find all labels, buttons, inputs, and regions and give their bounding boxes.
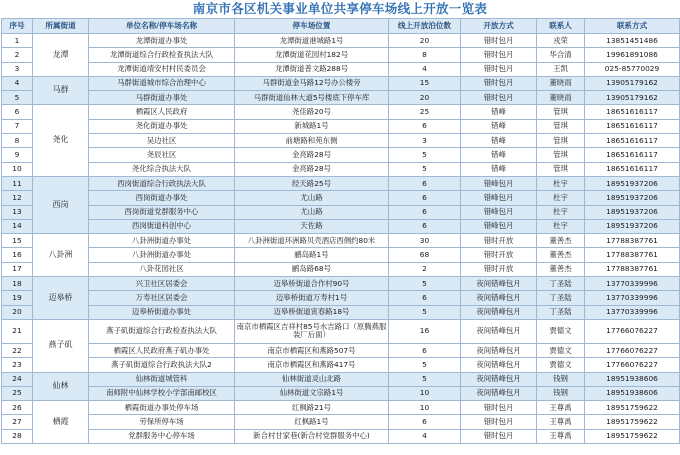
cell-unit-name: 西岗街道党群服务中心: [89, 205, 235, 219]
cell-mode: 夜间错峰包月: [461, 277, 537, 291]
table-row: [2, 162, 680, 176]
cell-spaces: 8: [389, 48, 461, 62]
cell-phone: 19961891086: [585, 48, 680, 62]
cell-location: 鹂岛路1号: [235, 248, 389, 262]
cell-spaces: 5: [389, 162, 461, 176]
cell-spaces: 6: [389, 191, 461, 205]
cell-spaces: 5: [389, 305, 461, 319]
cell-contact: 董晓雨: [537, 91, 585, 105]
cell-unit-name: 西岗街道办事处: [89, 191, 235, 205]
table-row: [2, 191, 680, 205]
cell-phone: 18951759622: [585, 429, 680, 443]
cell-mode: 错时包月: [461, 429, 537, 443]
cell-spaces: 5: [389, 277, 461, 291]
cell-contact: 董善杰: [537, 262, 585, 276]
cell-spaces: 6: [389, 119, 461, 133]
cell-mode: 夜间错峰包月: [461, 319, 537, 343]
cell-contact: 戎荣: [537, 34, 585, 48]
table-row: [2, 386, 680, 400]
cell-location: 南京市栖霞区吉祥村85号水吉路口（原腾燕服装厂后面）: [235, 319, 389, 343]
cell-location: 马群街道仙林大道5号楼底下停车库: [235, 91, 389, 105]
cell-no: 1: [2, 34, 33, 48]
cell-mode: 错峰: [461, 148, 537, 162]
cell-spaces: 6: [389, 343, 461, 357]
cell-phone: 18951937206: [585, 191, 680, 205]
cell-street: 栖霞: [33, 401, 89, 444]
cell-phone: 18951759622: [585, 401, 680, 415]
cell-no: 14: [2, 219, 33, 233]
cell-mode: 夜间错峰包月: [461, 291, 537, 305]
cell-location: 新城路1号: [235, 119, 389, 133]
table-row: [2, 305, 680, 319]
cell-mode: 错时开放: [461, 262, 537, 276]
parking-table: [1, 18, 680, 444]
cell-unit-name: 龙潭街道办事处: [89, 34, 235, 48]
cell-phone: 17766076227: [585, 358, 680, 372]
cell-unit-name: 燕子矶街道综合行政检查执法大队: [89, 319, 235, 343]
header-phone: 联系方式: [585, 19, 680, 34]
table-row: [2, 91, 680, 105]
cell-contact: 董善杰: [537, 248, 585, 262]
cell-spaces: 15: [389, 76, 461, 90]
cell-contact: 管琪: [537, 148, 585, 162]
cell-unit-name: 尧辰社区: [89, 148, 235, 162]
cell-unit-name: 栖霞区人民政府燕子矶办事处: [89, 343, 235, 357]
cell-spaces: 20: [389, 34, 461, 48]
cell-mode: 错时包月: [461, 415, 537, 429]
cell-location: 龙潭街道花园村182号: [235, 48, 389, 62]
cell-location: 新合村甘家巷(新合村党群服务中心): [235, 429, 389, 443]
cell-contact: 华合清: [537, 48, 585, 62]
cell-mode: 错峰: [461, 119, 537, 133]
cell-unit-name: 南师附中仙林学校小学部南邮校区: [89, 386, 235, 400]
cell-no: 7: [2, 119, 33, 133]
cell-location: 尤山路: [235, 205, 389, 219]
cell-mode: 错峰包月: [461, 191, 537, 205]
cell-phone: 18651616117: [585, 105, 680, 119]
cell-phone: 025-85770029: [585, 62, 680, 76]
cell-mode: 错时包月: [461, 48, 537, 62]
cell-unit-name: 西岗街道科创中心: [89, 219, 235, 233]
cell-spaces: 6: [389, 415, 461, 429]
cell-location: 马群街道金马路12号办公楼旁: [235, 76, 389, 90]
header-contact: 联系人: [537, 19, 585, 34]
cell-contact: 王凯: [537, 62, 585, 76]
table-row: [2, 76, 680, 90]
cell-no: 10: [2, 162, 33, 176]
cell-contact: 贾德文: [537, 343, 585, 357]
cell-contact: 王尊禹: [537, 415, 585, 429]
cell-phone: 18951937206: [585, 219, 680, 233]
cell-no: 20: [2, 305, 33, 319]
cell-location: 尤山路: [235, 191, 389, 205]
table-row: [2, 401, 680, 415]
cell-phone: 18651616117: [585, 162, 680, 176]
cell-unit-name: 尧化街道办事处: [89, 119, 235, 133]
cell-mode: 错时包月: [461, 34, 537, 48]
cell-contact: 杜宇: [537, 219, 585, 233]
cell-no: 6: [2, 105, 33, 119]
cell-no: 19: [2, 291, 33, 305]
cell-no: 13: [2, 205, 33, 219]
cell-mode: 错时包月: [461, 91, 537, 105]
cell-street: 尧化: [33, 105, 89, 176]
cell-no: 23: [2, 358, 33, 372]
table-row: [2, 219, 680, 233]
cell-unit-name: 仙林街道城管科: [89, 372, 235, 386]
cell-no: 4: [2, 76, 33, 90]
cell-mode: 夜间错峰包月: [461, 305, 537, 319]
cell-phone: 18951938606: [585, 386, 680, 400]
cell-phone: 17788387761: [585, 262, 680, 276]
cell-location: 金亮路28号: [235, 162, 389, 176]
cell-no: 15: [2, 234, 33, 248]
cell-location: 红枫路21号: [235, 401, 389, 415]
cell-no: 25: [2, 386, 33, 400]
cell-street: 八卦洲: [33, 234, 89, 277]
cell-mode: 错峰包月: [461, 205, 537, 219]
cell-phone: 13851451486: [585, 34, 680, 48]
cell-mode: 错时包月: [461, 62, 537, 76]
cell-location: 红枫路1号: [235, 415, 389, 429]
cell-phone: 13905179162: [585, 91, 680, 105]
cell-phone: 13770339996: [585, 291, 680, 305]
cell-contact: 丁圣陆: [537, 277, 585, 291]
cell-spaces: 5: [389, 148, 461, 162]
table-row: [2, 105, 680, 119]
cell-phone: 13905179162: [585, 76, 680, 90]
table-row: [2, 319, 680, 343]
cell-mode: 夜间错峰包月: [461, 386, 537, 400]
cell-contact: 管琪: [537, 105, 585, 119]
cell-location: 金亮路28号: [235, 148, 389, 162]
header-no: 序号: [2, 19, 33, 34]
cell-no: 9: [2, 148, 33, 162]
cell-unit-name: 栖霞街道办事处停车场: [89, 401, 235, 415]
cell-street: 燕子矶: [33, 319, 89, 372]
cell-contact: 管琪: [537, 119, 585, 133]
cell-contact: 杜宇: [537, 205, 585, 219]
cell-spaces: 2: [389, 262, 461, 276]
cell-location: 仙林街道文宗路1号: [235, 386, 389, 400]
cell-phone: 18651616117: [585, 119, 680, 133]
cell-unit-name: 马群街道办事处: [89, 91, 235, 105]
cell-location: 迈皋桥街道寅春路18号: [235, 305, 389, 319]
table-row: [2, 358, 680, 372]
cell-phone: 17766076227: [585, 319, 680, 343]
cell-phone: 17788387761: [585, 234, 680, 248]
table-header-row: [2, 19, 680, 34]
cell-location: 前塘路和苑东侧: [235, 134, 389, 148]
cell-mode: 错峰: [461, 105, 537, 119]
cell-unit-name: 栖霞区人民政府: [89, 105, 235, 119]
cell-unit-name: 党群服务中心停车场: [89, 429, 235, 443]
header-street: 所属街道: [33, 19, 89, 34]
table-row: [2, 291, 680, 305]
cell-street: 西岗: [33, 176, 89, 233]
cell-spaces: 6: [389, 205, 461, 219]
cell-street: 马群: [33, 76, 89, 105]
cell-no: 22: [2, 343, 33, 357]
cell-contact: 丁圣陆: [537, 291, 585, 305]
cell-location: 龙潭街道普文路288号: [235, 62, 389, 76]
cell-no: 11: [2, 176, 33, 190]
cell-spaces: 5: [389, 372, 461, 386]
table-row: [2, 48, 680, 62]
cell-unit-name: 吴边社区: [89, 134, 235, 148]
cell-contact: 杜宇: [537, 191, 585, 205]
cell-contact: 丁圣陆: [537, 305, 585, 319]
cell-no: 24: [2, 372, 33, 386]
cell-location: 仙林街道灵山北路: [235, 372, 389, 386]
cell-phone: 13770339996: [585, 277, 680, 291]
cell-contact: 王尊禹: [537, 401, 585, 415]
cell-mode: 错时包月: [461, 76, 537, 90]
table-row: [2, 62, 680, 76]
cell-no: 8: [2, 134, 33, 148]
cell-spaces: 10: [389, 386, 461, 400]
cell-unit-name: 尧化综合执法大队: [89, 162, 235, 176]
cell-phone: 18951937206: [585, 176, 680, 190]
cell-contact: 王尊禹: [537, 429, 585, 443]
cell-contact: 管琪: [537, 162, 585, 176]
table-row: [2, 34, 680, 48]
cell-spaces: 20: [389, 91, 461, 105]
cell-spaces: 68: [389, 248, 461, 262]
cell-spaces: 6: [389, 219, 461, 233]
cell-spaces: 6: [389, 291, 461, 305]
cell-phone: 18951759622: [585, 415, 680, 429]
header-unit-name: 单位名称/停车场名称: [89, 19, 235, 34]
cell-unit-name: 龙潭街道综合行政检查执法大队: [89, 48, 235, 62]
cell-street: 迈皋桥: [33, 277, 89, 320]
cell-location: 鹂岛路68号: [235, 262, 389, 276]
cell-no: 3: [2, 62, 33, 76]
cell-contact: 杜宇: [537, 176, 585, 190]
cell-no: 2: [2, 48, 33, 62]
cell-spaces: 5: [389, 358, 461, 372]
cell-no: 18: [2, 277, 33, 291]
cell-phone: 18951938606: [585, 372, 680, 386]
table-row: [2, 343, 680, 357]
cell-location: 迈皋桥街道万寿村1号: [235, 291, 389, 305]
cell-phone: 17766076227: [585, 343, 680, 357]
cell-unit-name: 马群街道城市综合治理中心: [89, 76, 235, 90]
cell-unit-name: 八卦花园社区: [89, 262, 235, 276]
cell-unit-name: 兴卫社区居委会: [89, 277, 235, 291]
table-row: [2, 372, 680, 386]
cell-mode: 错峰: [461, 162, 537, 176]
table-row: [2, 205, 680, 219]
table-row: [2, 429, 680, 443]
cell-phone: 13770339996: [585, 305, 680, 319]
cell-unit-name: 迈皋桥街道办事处: [89, 305, 235, 319]
cell-street: 龙潭: [33, 34, 89, 77]
cell-street: 仙林: [33, 372, 89, 401]
cell-mode: 错时包月: [461, 401, 537, 415]
cell-contact: 贾德文: [537, 319, 585, 343]
cell-phone: 17788387761: [585, 248, 680, 262]
cell-unit-name: 燕子矶街道综合行政执法大队2: [89, 358, 235, 372]
cell-location: 天佐路: [235, 219, 389, 233]
table-row: [2, 234, 680, 248]
cell-phone: 18951937206: [585, 205, 680, 219]
cell-location: 经天路25号: [235, 176, 389, 190]
cell-unit-name: 八卦洲街道办事处: [89, 248, 235, 262]
cell-location: 八卦洲街道环洲路贝壳酒店西侧约80米: [235, 234, 389, 248]
cell-location: 龙潭街道港城路1号: [235, 34, 389, 48]
table-row: [2, 248, 680, 262]
header-location: 停车场位置: [235, 19, 389, 34]
cell-mode: 错峰: [461, 134, 537, 148]
cell-phone: 18651616117: [585, 134, 680, 148]
cell-spaces: 10: [389, 401, 461, 415]
table-row: [2, 148, 680, 162]
cell-no: 17: [2, 262, 33, 276]
cell-location: 南京市栖霞区和燕路417号: [235, 358, 389, 372]
cell-contact: 钱钢: [537, 386, 585, 400]
cell-mode: 错时开放: [461, 234, 537, 248]
cell-no: 28: [2, 429, 33, 443]
cell-unit-name: 劳保所停车场: [89, 415, 235, 429]
cell-spaces: 3: [389, 134, 461, 148]
cell-unit-name: 西岗街道综合行政执法大队: [89, 176, 235, 190]
table-row: [2, 262, 680, 276]
table-row: [2, 277, 680, 291]
cell-contact: 钱钢: [537, 372, 585, 386]
cell-mode: 错峰包月: [461, 219, 537, 233]
cell-contact: 董晓雨: [537, 76, 585, 90]
cell-spaces: 25: [389, 105, 461, 119]
cell-phone: 18651616117: [585, 148, 680, 162]
cell-spaces: 4: [389, 62, 461, 76]
cell-contact: 董善杰: [537, 234, 585, 248]
cell-spaces: 30: [389, 234, 461, 248]
page-title: 南京市各区机关事业单位共享停车场线上开放一览表: [192, 1, 488, 16]
table-row: [2, 176, 680, 190]
cell-no: 12: [2, 191, 33, 205]
cell-spaces: 4: [389, 429, 461, 443]
cell-no: 16: [2, 248, 33, 262]
cell-location: 南京市栖霞区和燕路507号: [235, 343, 389, 357]
table-row: [2, 134, 680, 148]
cell-no: 26: [2, 401, 33, 415]
cell-mode: 夜间错峰包月: [461, 343, 537, 357]
cell-spaces: 16: [389, 319, 461, 343]
cell-location: 尧佳路20号: [235, 105, 389, 119]
cell-unit-name: 龙潭街道靖安村村民委员会: [89, 62, 235, 76]
cell-no: 5: [2, 91, 33, 105]
cell-unit-name: 万寿社区居委会: [89, 291, 235, 305]
cell-spaces: 6: [389, 176, 461, 190]
header-mode: 开放方式: [461, 19, 537, 34]
cell-mode: 夜间错峰包月: [461, 372, 537, 386]
table-row: [2, 415, 680, 429]
header-spaces: 线上开放泊位数: [389, 19, 461, 34]
cell-mode: 夜间错峰包月: [461, 358, 537, 372]
cell-mode: 错峰包月: [461, 176, 537, 190]
table-row: [2, 119, 680, 133]
cell-unit-name: 八卦洲街道办事处: [89, 234, 235, 248]
cell-mode: 错时开放: [461, 248, 537, 262]
table-body: [2, 34, 680, 444]
cell-contact: 管琪: [537, 134, 585, 148]
cell-no: 21: [2, 319, 33, 343]
cell-location: 迈皋桥街道合作村90号: [235, 277, 389, 291]
cell-no: 27: [2, 415, 33, 429]
cell-contact: 贾德文: [537, 358, 585, 372]
